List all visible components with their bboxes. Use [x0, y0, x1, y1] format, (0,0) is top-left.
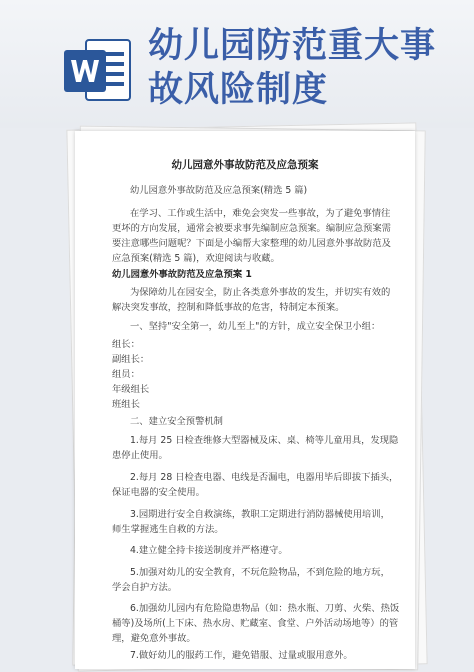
list-line: 5.加强对幼儿的安全教育，不玩危险物品，不到危险的地方玩，	[130, 567, 390, 578]
role-item: 班组长	[112, 399, 140, 410]
role-item: 副组长：	[112, 354, 150, 365]
list-item-2	[112, 470, 399, 500]
item-two	[112, 414, 390, 429]
header-banner	[0, 0, 474, 128]
list-item-1	[112, 433, 399, 463]
intro-line: 应急预案(精选 5 篇)，欢迎阅读与收藏。	[112, 253, 280, 264]
list-item-3	[112, 507, 390, 537]
list-line: 3.园期进行安全自救演练，教职工定期进行消防器械使用培训，	[130, 509, 390, 520]
banner-title-line-1: 幼儿园防范重大事	[148, 26, 437, 66]
roles-list	[112, 337, 390, 412]
list-line: 1.每月 25 日检查维修大型器械及床、桌、椅等儿童用具，发现隐	[130, 435, 399, 446]
section-heading-text: 幼儿园意外事故防范及应急预案 1	[112, 269, 252, 280]
intro-paragraph	[112, 206, 390, 266]
list-line: 保证电器的安全使用。	[112, 487, 205, 498]
list-line: 桶等)及场所(上下床、热水房、贮藏室、食堂、户外活动场地等）的管	[112, 618, 399, 629]
list-line: 学会自护方法。	[112, 582, 178, 593]
document-title: 幼儿园意外事故防范及应急预案	[171, 159, 319, 171]
list-line: 6.加强幼儿园内有危险隐患物品（如：热水瓶、刀剪、火柴、热饭	[130, 603, 400, 614]
list-item-7	[112, 648, 390, 663]
list-item-5	[112, 565, 390, 595]
role-item: 组长：	[112, 339, 140, 350]
role-item: 组员：	[112, 369, 140, 380]
intro-line: 在学习、工作或生活中，难免会突发一些事故，为了避免事情往	[130, 208, 391, 219]
word-document-icon	[62, 38, 132, 102]
item-two-text: 二、建立安全预警机制	[130, 416, 223, 427]
item-one	[112, 319, 390, 334]
document-page	[75, 131, 415, 669]
list-item-6	[112, 601, 400, 646]
section-heading	[112, 267, 390, 282]
purpose-line: 为保障幼儿在园安全，防止各类意外事故的发生，并切实有效的	[130, 287, 391, 298]
list-line: 师生掌握逃生自救的方法。	[112, 524, 224, 535]
list-line: 理，避免意外事故。	[112, 633, 196, 644]
purpose-line: 解决突发事故，控制和降低事故的危害，特制定本预案。	[112, 302, 345, 313]
item-one-text: 一、坚持"安全第一，幼儿至上"的方针，成立安全保卫小组：	[130, 321, 381, 332]
list-line: 4.建立健全持卡接送制度并严格遵守。	[130, 545, 288, 556]
list-item-4	[112, 543, 390, 558]
list-line: 7.做好幼儿的服药工作，避免错服、过量或服用意外。	[130, 650, 353, 661]
subtitle-text: 幼儿园意外事故防范及应急预案(精选 5 篇)	[130, 185, 308, 196]
purpose-paragraph	[112, 285, 390, 315]
list-line: 患停止使用。	[112, 450, 168, 461]
banner-title-line-2: 故风险制度	[148, 70, 329, 110]
document-subtitle	[112, 183, 390, 198]
list-line: 2.每月 28 日检查电器、电线是否漏电，电器用毕后即拔下插头，	[130, 472, 399, 483]
intro-line: 要注意哪些问题呢？下面是小编帮大家整理的幼儿园意外事故防范及	[112, 238, 391, 249]
intro-line: 更坏的方向发展，通常会被要求事先编制应急预案。编制应急预案需	[112, 223, 391, 234]
role-item: 年级组长	[112, 384, 150, 395]
